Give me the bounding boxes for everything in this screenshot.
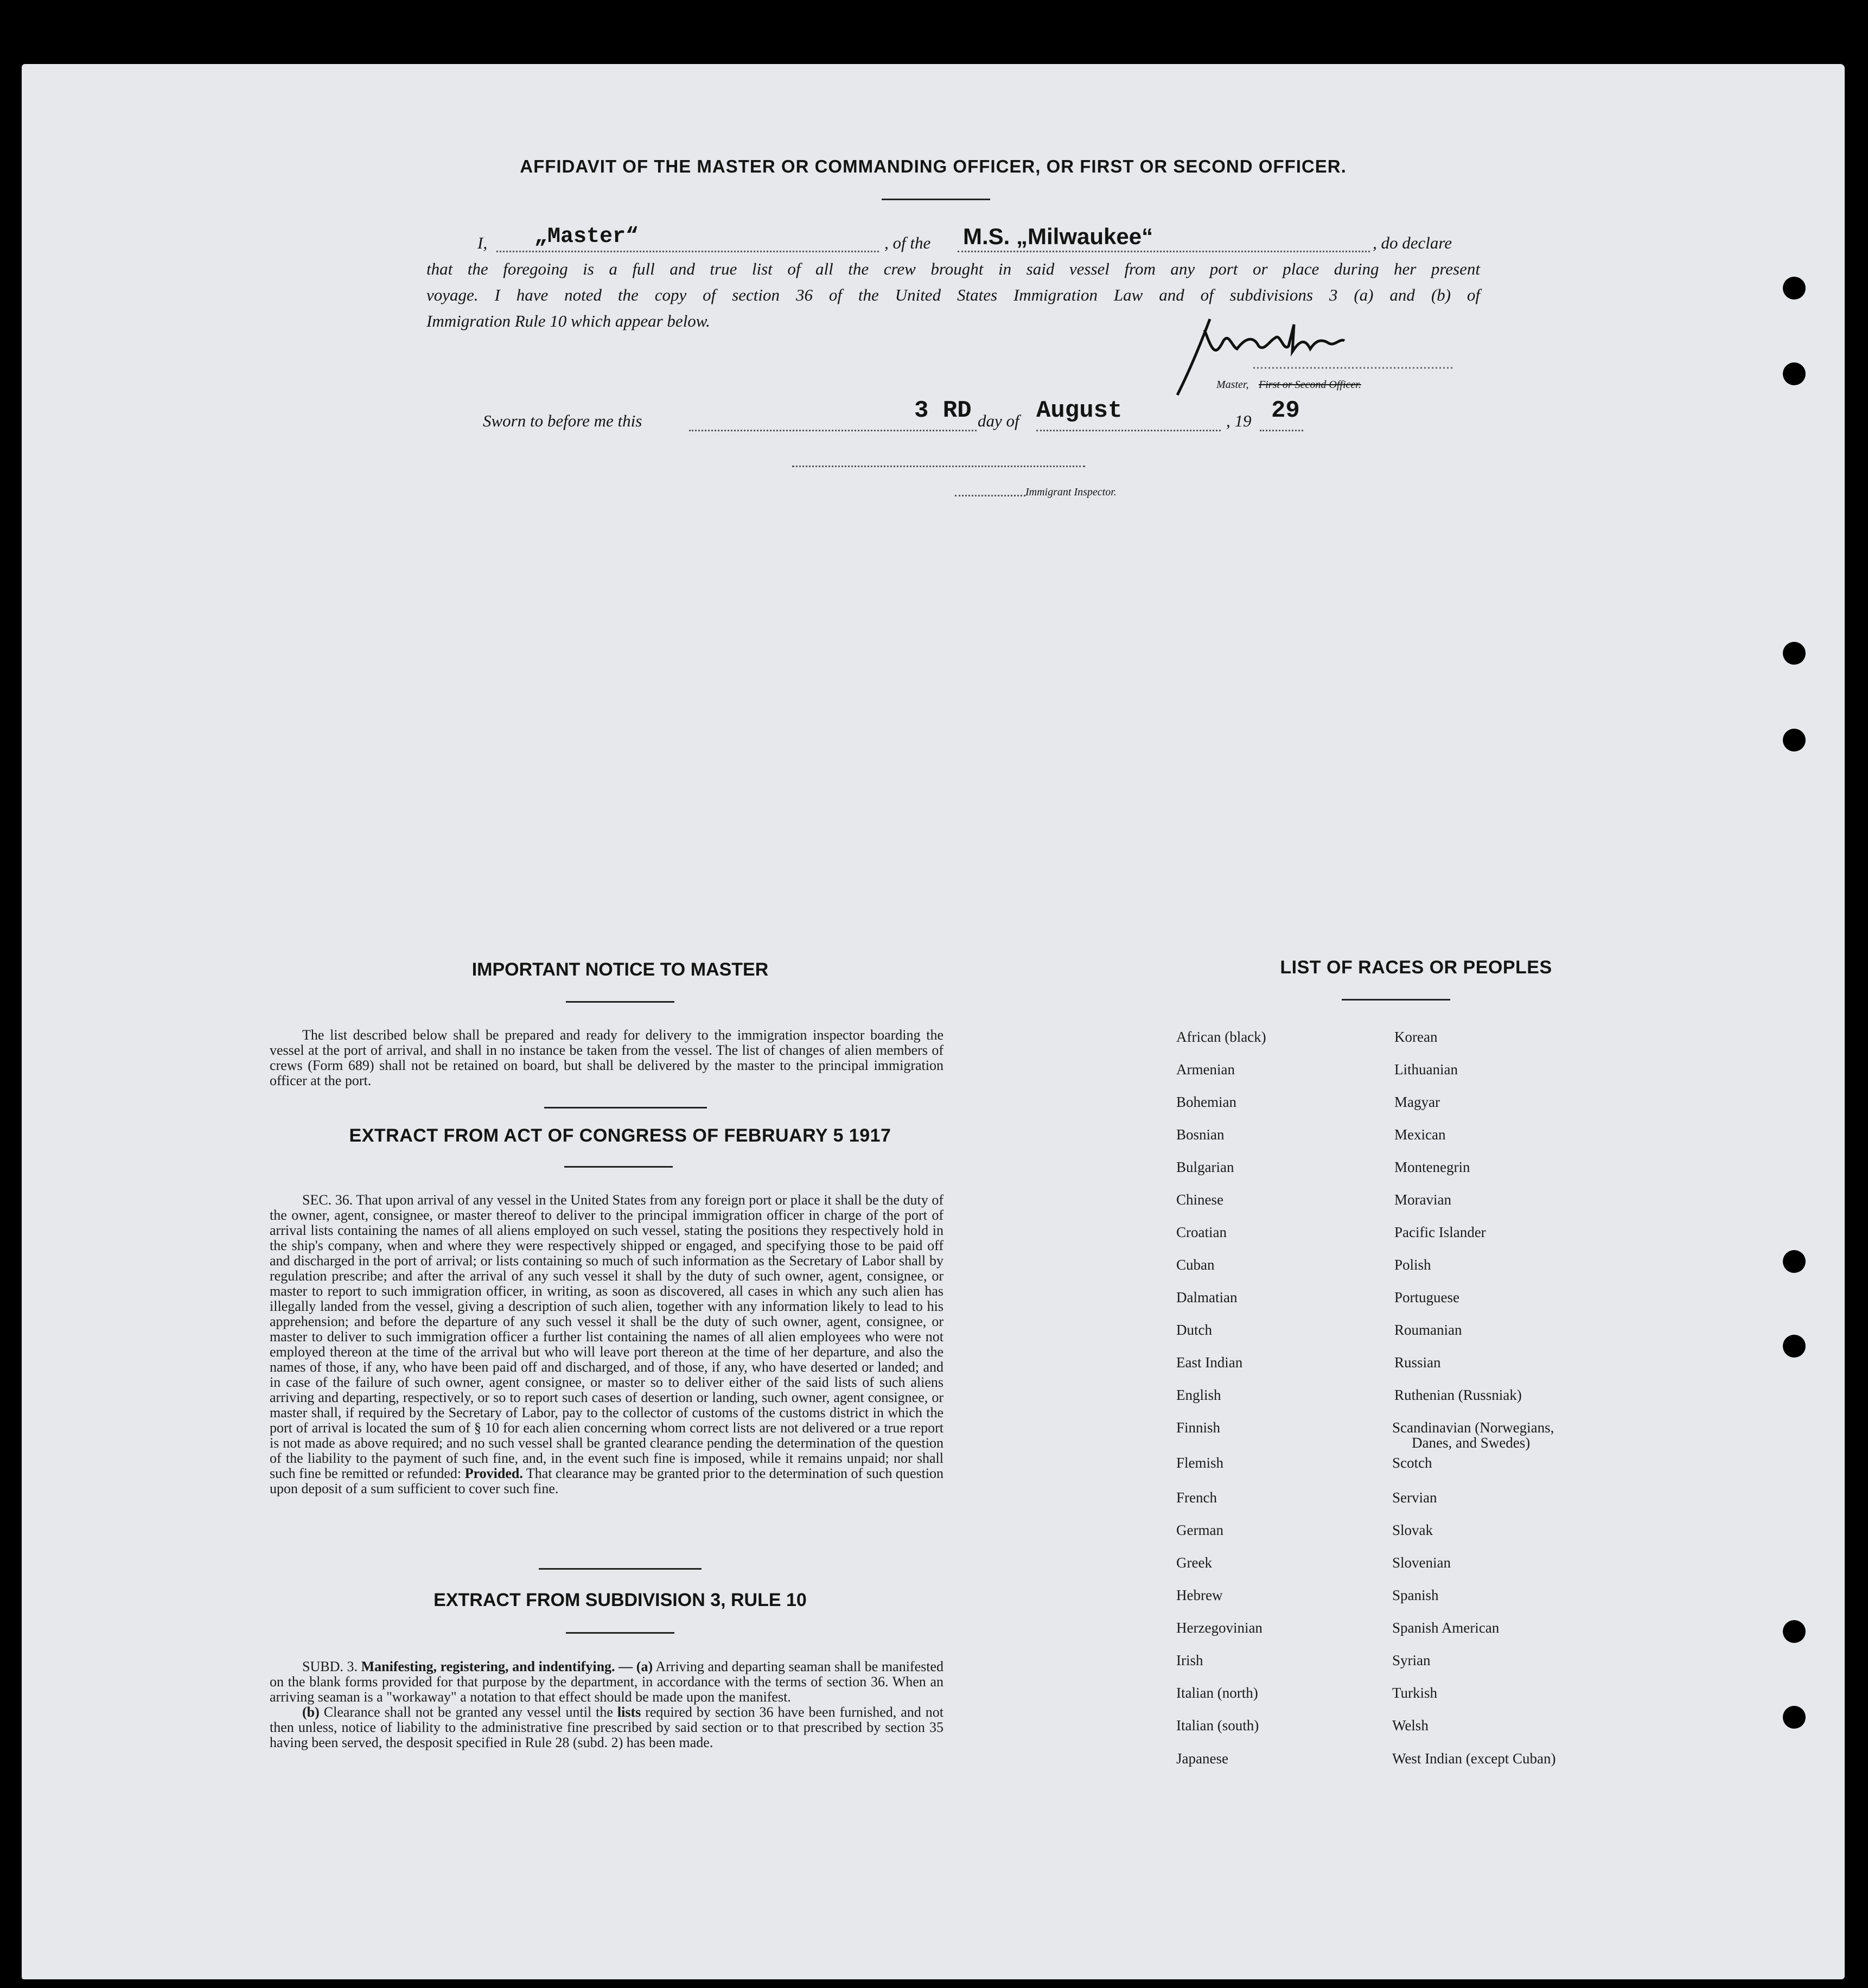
affidavit-i-label: I, (477, 233, 488, 252)
race-item: Slovak (1392, 1522, 1433, 1538)
notice-rule (544, 1107, 707, 1108)
binder-hole (1783, 1706, 1806, 1729)
race-item: Turkish (1392, 1685, 1438, 1701)
race-item: Bohemian (1176, 1094, 1236, 1110)
extract-rule-title-rule (566, 1632, 674, 1634)
subd-b-label: (b) (302, 1704, 320, 1720)
affidavit-body-line-2: voyage. I have noted the copy of section 36 of the United States Immigration Law and of subdivisions 3 (a) and (b) of (426, 285, 1480, 304)
race-item: Japanese (1176, 1750, 1228, 1767)
binder-hole (1783, 1620, 1806, 1643)
inspector-label: Immigrant Inspector. (1025, 486, 1117, 498)
race-item: Scotch (1392, 1455, 1432, 1471)
binder-hole (1783, 277, 1806, 300)
inspector-signature-blank (792, 466, 1085, 467)
inspector-label-blank (955, 495, 1025, 496)
subd-a-label: — (a) (619, 1659, 653, 1674)
year-value: 29 (1271, 397, 1300, 424)
race-item-continuation: Danes, and Swedes) (1412, 1435, 1531, 1451)
of-the-label: , of the (884, 233, 931, 252)
race-item: German (1176, 1522, 1223, 1538)
race-item: Flemish (1176, 1455, 1224, 1471)
race-item: Italian (north) (1176, 1685, 1258, 1701)
races-title: LIST OF RACES OR PEOPLES (1280, 957, 1552, 978)
race-item: Greek (1176, 1554, 1212, 1571)
do-declare-label: , do declare (1373, 233, 1452, 252)
master-name-value: „Master“ (534, 225, 639, 249)
year-prefix: , 19 (1226, 411, 1252, 430)
extract-act-title-rule (564, 1166, 673, 1168)
binder-hole (1783, 729, 1806, 751)
subd-prefix: SUBD. 3. (302, 1659, 358, 1674)
affidavit-title-rule (882, 199, 990, 200)
race-item: Finnish (1176, 1419, 1221, 1436)
year-blank (1260, 430, 1303, 431)
race-item: Ruthenian (Russniak) (1394, 1387, 1522, 1403)
race-item: Magyar (1394, 1094, 1440, 1110)
sworn-label: Sworn to before me this (483, 411, 642, 430)
race-item: Italian (south) (1176, 1717, 1259, 1734)
day-value: 3 RD (914, 397, 972, 424)
race-item: Roumanian (1394, 1322, 1462, 1338)
race-item: Dalmatian (1176, 1289, 1238, 1305)
race-item: Pacific Islander (1394, 1224, 1486, 1240)
race-item: English (1176, 1387, 1221, 1403)
race-item: Syrian (1392, 1652, 1431, 1668)
race-item: Irish (1176, 1652, 1203, 1668)
binder-hole (1783, 1250, 1806, 1273)
race-item: Welsh (1392, 1717, 1429, 1734)
subd-b-lists: lists (617, 1704, 641, 1720)
race-item: Polish (1394, 1257, 1431, 1273)
day-of-label: day of (978, 411, 1019, 430)
provided-label: Provided. (464, 1465, 523, 1481)
extract-act-body-after: That clearance may be granted prior to the determination of such question upon deposit of a sum sufficient to cover such fine. (270, 1465, 944, 1496)
race-item: Spanish American (1392, 1620, 1500, 1636)
sworn-blank (689, 430, 977, 431)
binder-hole (1783, 642, 1806, 665)
notice-title-rule (566, 1001, 674, 1003)
month-value: August (1036, 397, 1123, 424)
signature-caption-master: Master, (1216, 379, 1249, 391)
notice-text (270, 1028, 943, 1088)
race-item: Scandinavian (Norwegians, (1392, 1419, 1554, 1436)
race-item: Bulgarian (1176, 1159, 1234, 1175)
races-title-rule (1342, 999, 1450, 1001)
race-item: French (1176, 1489, 1217, 1506)
name-blank (496, 251, 879, 252)
affidavit-title: AFFIDAVIT OF THE MASTER OR COMMANDING OFFICER, OR FIRST OR SECOND OFFICER. (520, 156, 1347, 176)
race-item: Korean (1394, 1029, 1438, 1045)
race-item: Mexican (1394, 1126, 1446, 1143)
subd-heading: Manifesting, registering, and indentifying. (361, 1659, 615, 1674)
binder-hole (1783, 362, 1806, 385)
race-item: Herzegovinian (1176, 1620, 1263, 1636)
race-item: Portuguese (1394, 1289, 1459, 1305)
race-item: Cuban (1176, 1257, 1215, 1273)
extract-rule-title: EXTRACT FROM SUBDIVISION 3, RULE 10 (433, 1590, 807, 1610)
notice-title: IMPORTANT NOTICE TO MASTER (471, 959, 769, 980)
month-blank (1036, 430, 1221, 431)
extract-rule-text (270, 1659, 943, 1750)
vessel-value: M.S. „Milwaukee“ (963, 224, 1153, 249)
extract-act-rule (539, 1568, 702, 1570)
race-item: Slovenian (1392, 1554, 1451, 1571)
race-item: West Indian (except Cuban) (1392, 1750, 1556, 1767)
race-item: African (black) (1176, 1029, 1266, 1045)
race-item: Lithuanian (1394, 1061, 1458, 1078)
affidavit-body-line-3: Immigration Rule 10 which appear below. (426, 311, 710, 330)
race-item: Servian (1392, 1489, 1437, 1506)
race-item: Spanish (1392, 1587, 1439, 1603)
binder-hole (1783, 1335, 1806, 1358)
subd-a-text: Arriving and departing seaman shall be manifested on the blank forms provided for that purpose by the department, in accordance with the terms of section 36. When an arriving seaman is a "workaway" a notation to that effect should be made upon the manifest. (270, 1659, 943, 1705)
race-item: Croatian (1176, 1224, 1227, 1240)
race-item: Armenian (1176, 1061, 1235, 1078)
signature-caption-struck: First or Second Officer. (1259, 379, 1361, 391)
document-page (22, 64, 1845, 1979)
vessel-blank (958, 251, 1370, 252)
race-item: East Indian (1176, 1354, 1243, 1371)
race-item: Montenegrin (1394, 1159, 1470, 1175)
subd-b-text-2: required by section 36 have been furnished, and not then unless, notice of liability to the administrative fine prescribed by said section or to that prescribed by section 35 having been served, the desposit specified in Rule 28 (subd. 2) has been made. (270, 1704, 943, 1750)
race-item: Chinese (1176, 1191, 1223, 1208)
race-item: Dutch (1176, 1322, 1212, 1338)
extract-act-body: SEC. 36. That upon arrival of any vessel in the United States from any foreign port or place it shall be the duty of the owner, agent, consignee, or master thereof to deliver to the principal immigration officer in charge of the port of arrival lists containing the names of all aliens employed on such vessel, stating the positions they respectively hold in the ship's company, when and where they were respectively shipped or engaged, and specifying those to be paid off and discharged in the port of arrival; or lists containing so much of such information as the Secretary of Labor shall by regulation prescribe; and after the arrival of any such vessel it shall by the duty of such owner, agent, consignee, or master to report to such immigration officer, in writing, as soon as discovered, all cases in which any such alien has illegally landed from the vessel, giving a description of such alien, together with any information likely to lead to his apprehension; and before the departure of any such vessel it shall be the duty of such owner, agent, consignee, or master to deliver to such immigration officer a further list containing the names of all alien employees who were not employed thereon at the time of the arrival but who will leave port thereon at the time of her departure, and also the names of those, if any, who have been paid off and discharged, and of those, if any, who have deserted or landed; and in case of the failure of such owner, agent consignee, or master so to deliver either of the said lists of such aliens arriving and departing, respectively, or so to report such cases of desertion or landing, such owner, agent consignee, or master shall, if required by the Secretary of Labor, pay to the collector of customs of the customs district in which the port of arrival is located the sum of § 10 for each alien concerning whom correct lists are not delivered or a true report is not made as above required; and no such vessel shall be granted clearance pending the determination of the question of the liability to the payment of such fine, and, in the event such fine is imposed, while it remains unpaid; nor shall such fine be remitted or refunded: (270, 1192, 943, 1481)
race-item: Hebrew (1176, 1587, 1223, 1603)
affidavit-body-line-1: that the foregoing is a full and true list of all the crew brought in said vessel from any port or place during her present (426, 259, 1480, 278)
extract-act-title: EXTRACT FROM ACT OF CONGRESS OF FEBRUARY 5 1917 (349, 1125, 891, 1146)
notice-text-body: The list described below shall be prepared and ready for delivery to the immigration inspector boarding the vessel at the port of arrival, and shall in no instance be taken from the vessel. The list of changes of alien members of crews (Form 689) shall not be retained on board, but shall be delivered by the master to the principal immigration officer at the port. (270, 1027, 943, 1088)
race-item: Moravian (1394, 1191, 1451, 1208)
race-item: Bosnian (1176, 1126, 1225, 1143)
race-item: Russian (1394, 1354, 1441, 1371)
subd-b-text-1: Clearance shall not be granted any vessel until the (323, 1704, 613, 1720)
extract-act-text (270, 1193, 943, 1496)
